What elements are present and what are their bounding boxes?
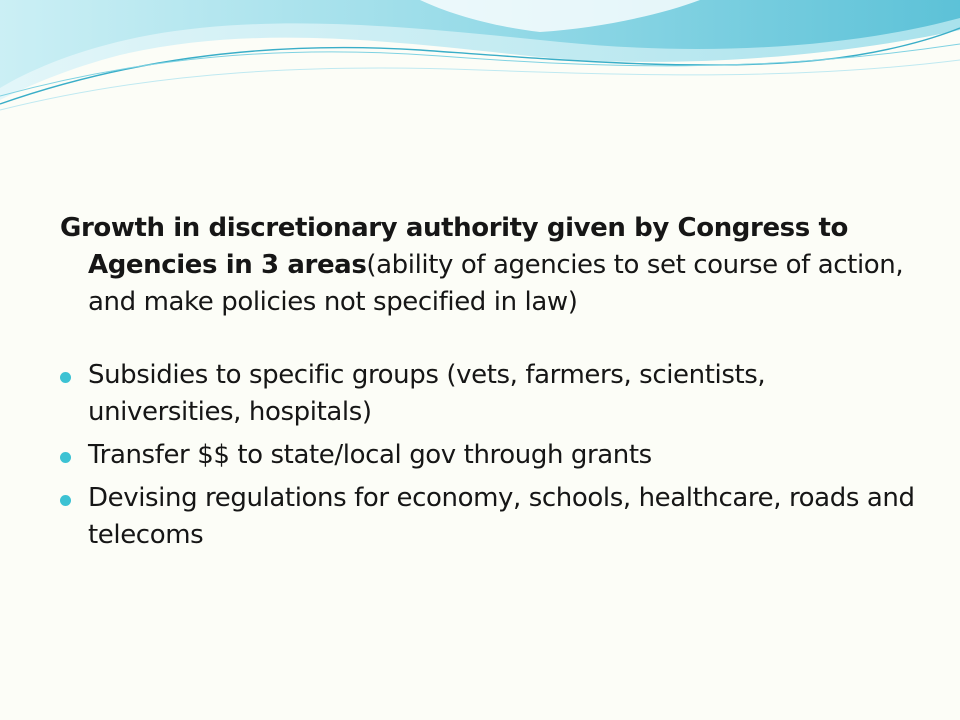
header-wave-decoration [0,0,960,120]
bullet-dot-icon [60,372,71,383]
bullet-item [60,437,920,474]
wave-line-3 [0,60,960,110]
bullet-dot-icon [60,495,71,506]
slide-body [60,210,920,560]
bullet-item [60,480,920,554]
bullet-text: Transfer $$ to state/local gov through grants [88,440,652,470]
bullet-text: Subsidies to specific groups (vets, farmers, scientists, universities, hospitals) [88,360,766,427]
bullet-item [60,357,920,431]
bullet-list [60,357,920,554]
bullet-text: Devising regulations for economy, schools, healthcare, roads and telecoms [88,483,915,550]
intro-paragraph [60,210,920,321]
intro-bold-text: Growth in discretionary authority given by Congress to Agencies in 3 areas [60,213,848,280]
bullet-dot-icon [60,452,71,463]
intro-normal-text: (ability of agencies to set course of action, and make policies not specified in law) [88,250,904,317]
